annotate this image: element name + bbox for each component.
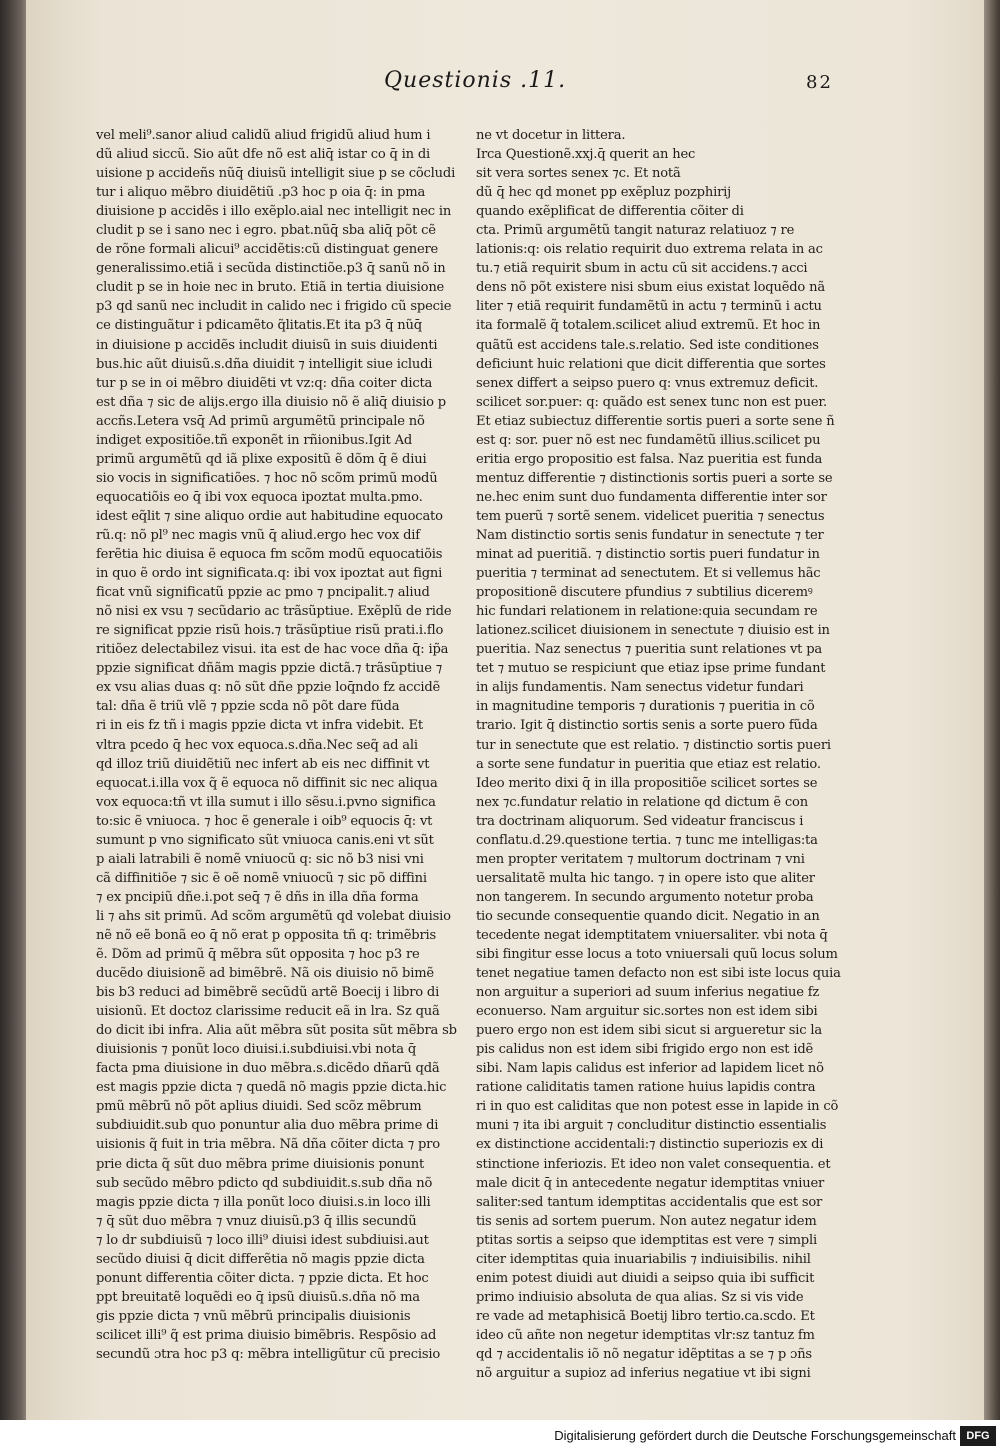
text-line: citer idemptitas quia inuariabilis ⁊ indiuisibilis. nihil [476,1251,811,1267]
text-line: accñs.Letera vsq̄ Ad primũ argumẽtũ principale nõ [96,413,425,429]
text-line: uersalitatẽ multa hic tango. ⁊ in opere isto que aliter [476,870,815,886]
text-line: cludit p se i sano nec i egro. pbat.nũq̄ sba aliq̄ põt cẽ [96,223,436,239]
text-line: non tangerem. In secundo argumento notetur proba [476,889,814,905]
dfg-logo-icon: DFG [960,1426,996,1446]
text-line: Ideo merito dixi q̄ in illa propositiõe scilicet sortes se [476,775,818,791]
text-line: subdiuidit.sub quo ponuntur alia duo mẽbra prime di [96,1118,439,1134]
text-line: econuerso. Nam arguitur sic.sortes non est idem sibi [476,1004,818,1020]
text-line: quãtũ est accidens tale.s.relatio. Sed iste conditiones [476,337,819,353]
text-line: cã diffinitiõe ⁊ sic ẽ oẽ nomẽ vniuocũ ⁊ sic põ diffini [96,870,427,886]
text-line: to:sic ẽ vniuoca. ⁊ hoc ẽ generale i oib⁹ equocis q̄: vt [96,813,433,829]
text-line: tu.⁊ etiã requirit sbum in actu cũ sit accidens.⁊ acci [476,261,808,277]
text-line: pmũ mẽbrũ nõ põt aplius diuidi. Sed scõz mẽbrum [96,1099,422,1115]
text-line: tal: dña ẽ triũ vlẽ ⁊ ppzie scda nõ põt dare fũda [96,699,400,715]
text-line: sub secũdo mẽbro pdicto qd subdiuidit.s.sub dña nõ [96,1175,433,1191]
text-line: ficat vnũ significatũ ppzie ac pmo ⁊ pncipalit.⁊ aliud [96,585,430,601]
text-line: Irca Questionẽ.xxj.q̄ querit an hec [476,147,696,163]
text-line: tis senis ad sortem puerum. Non autez negatur idem [476,1213,817,1229]
text-line: vel meli⁹.sanor aliud calidũ aliud frigidũ aliud hum i [96,128,431,143]
text-line: lationis:q: ois relatio requirit duo extrema relata in ac [476,242,823,258]
text-line: primũ argumẽtũ qd iã plixe expositũ ẽ dõm q̄ ẽ diui [96,451,427,467]
text-line: uisione p accideñs nũq̄ diuisũ intelligit siue p se cõcludi [96,166,456,182]
text-line: tur i aliquo mẽbro diuidẽtiũ .p3 hoc p oia q̄: in pma [96,185,426,201]
text-line: sibi. Nam lapis calidus est inferior ad lapidem licet nõ [476,1061,824,1077]
text-line: ex vsu alias duas q: nõ sũt dñe ppzie loq̄ndo fz accidẽ [96,680,441,696]
text-line: deficiunt huic relationi que dicit differentia que sortes [476,356,826,372]
text-line: nõ arguitur a supioz ad inferius negatiue vt ibi signi [476,1366,811,1382]
text-line: ẽ. Dõm ad primũ q̄ mẽbra sũt opposita ⁊ hoc p3 re [96,947,420,963]
text-line: generalissimo.etiã i secũda distinctiõe.p3 q̄ sanũ nõ in [96,261,446,277]
text-line: magis ppzie dicta ⁊ illa ponũt loco diuisi.s.in loco illi [96,1194,431,1210]
text-line: ri in eis fz tñ i magis ppzie dicta vt infra videbit. Et [96,718,423,734]
text-line: propositionẽ discutere pfundius ⁊ subtilius diceremꝰ [476,585,813,601]
text-line: dũ q̄ hec qd monet pp exẽpluz pozphirij [476,185,731,201]
text-line: idest eq̃lit ⁊ sine aliquo ordie aut habitudine equocato [96,508,443,524]
text-line: in diuisione p accidẽs includit diuisũ in suis diuidenti [96,337,438,353]
text-line: equocatiõis eo q̄ ibi vox equoca ipoztat multa.pmo. [96,489,423,505]
text-line: sio vocis in significatiões. ⁊ hoc nõ scõm primũ modũ [96,470,438,486]
text-line: vltra pcedo q̄ hec vox equoca.s.dña.Nec seq̃ ad ali [96,737,418,753]
text-line: tra doctrinam aliquorum. Sed videatur franciscus i [476,813,804,829]
text-line: tecedente negat idemptitatem vniuersaliter. vbi nota q̄ [476,927,828,943]
text-line: rũ.q: nõ pl⁹ nec magis vnũ q̄ aliud.ergo hec vox dif [96,527,420,543]
text-line: mentuz differentie ⁊ distinctionis sortis pueri a sorte se [476,470,833,486]
text-line: p3 qd sanũ nec includit in calido nec i frigido cũ specie [96,299,452,315]
text-line: liter ⁊ etiã requirit fundamẽtũ in actu ⁊ terminũ i actu [476,299,822,315]
text-line: stinctione inferiozis. Et ideo non valet consequentia. et [476,1156,831,1172]
text-line: est q: sor. puer nõ est nec fundamẽtũ illius.scilicet pu [476,432,821,448]
text-line: lationez.scilicet diuisionem in senectute ⁊ diuisio est in [476,623,830,639]
text-line: equocat.i.illa vox q̃ ẽ equoca nõ diffinit sic nec aliqua [96,775,438,791]
text-line: pueritia ⁊ terminat ad senectutem. Et si vellemus hãc [476,566,821,582]
text-line: est magis ppzie dicta ⁊ quedã nõ magis ppzie dicta.hic [96,1080,447,1096]
text-line: scilicet illi⁹ q̃ est prima diuisio bimẽbris. Respõsio ad [96,1327,437,1343]
text-line: indiget expositiõe.tñ exponẽt in rñionibus.Igit Ad [96,432,413,448]
text-line: ⁊ q̄ sũt duo mẽbra ⁊ vnuz diuisũ.p3 q̄ illis secundũ [96,1213,417,1229]
text-line: ppzie significat dñãm magis ppzie dictã.⁊ trãsũptiue ⁊ [96,661,443,677]
text-line: ferẽtia hic diuisa ẽ equoca fm scõm modũ equocatiõis [96,547,443,563]
text-line: puero ergo non est idem sibi sicut si argueretur sic la [476,1023,822,1039]
text-line: facta pma diuisione in duo mẽbra.s.dicẽdo dñarũ qdã [96,1061,440,1077]
text-line: prie dicta q̃ sũt duo mẽbra prime diuisionis ponunt [96,1156,425,1172]
text-line: pis calidus non est idem sibi frigido ergo non est idẽ [476,1042,814,1058]
text-line: bus.hic aũt diuisũ.s.dña diuidit ⁊ intelligit siue icludi [96,356,433,372]
text-line: qd ⁊ accidentalis iõ nõ negatur idẽptitas a se ⁊ p ɔñs [476,1347,812,1362]
text-line: ideo cũ añte non negetur idemptitas vlr:sz tantuz fm [476,1327,815,1343]
text-line: trario. Igit q̄ distinctio sortis senis a sorte puero fũda [476,718,818,734]
text-line: conflatu.d.29.questione tertia. ⁊ tunc me intelligas:ta [476,832,818,848]
text-line: scilicet sor.puer: q: quãdo est senex tunc non est puer. [476,394,827,410]
text-line: primo indiuisio absoluta de qua alias. Sz si vis vide [476,1289,804,1305]
text-line: secundũ ɔtra hoc p3 q: mẽbra intelligũtur cũ precisio [96,1347,441,1362]
text-line: p aiali latrabili ẽ nomẽ vniuocũ q: sic nõ b3 nisi vni [96,851,424,867]
text-line: ri in quo est caliditas que non potest esse in lapide in cõ [476,1099,839,1115]
text-line: tet ⁊ mutuo se respiciunt que etiaz ipse prime fundant [476,661,826,677]
book-gutter-left [0,0,26,1420]
text-line: bis b3 reduci ad bimẽbrẽ secũdũ artẽ Boecij i libro di [96,985,440,1001]
text-line: sit vera sortes senex ⁊c. Et notã [476,166,681,182]
text-line: sibi fingitur esse locus a toto vniuersali quũ locus solum [476,947,838,963]
text-line: ppt breuitatẽ loquẽdi eo q̄ ipsũ diuisũ.s.dña nõ ma [96,1289,420,1305]
text-line: qd illoz triũ diuidẽtiũ nec infert ab eis nec diffinit vt [96,756,430,772]
text-line: Et etiaz subiectuz differentie sortis pueri a sorte sene ñ [476,413,835,429]
text-line: ne vt docetur in littera. [476,128,626,143]
text-line: ritiõez delectabilez visui. ita est de hac voce dña q̄: ip̃a [96,642,449,658]
text-line: men propter veritatem ⁊ multorum doctrinam ⁊ vni [476,851,805,867]
text-line: dũ aliud siccũ. Sio aũt dfe nõ est aliq̄ istar co q̄ in di [96,147,431,163]
text-line: nẽ nõ eẽ bonã eo q̄ nõ erat p opposita tñ q: trimẽbris [96,927,437,943]
text-line: a sorte sene fundatur in pueritia que etiaz est relatio. [476,756,821,772]
text-line: tio secunde consequentie quando dicit. Negatio in an [476,908,820,924]
text-line: ne.hec enim sunt duo fundamenta differentie inter sor [476,489,827,505]
text-line: Nam distinctio sortis senis fundatur in senectute ⁊ ter [476,527,824,543]
text-line: sumunt p vno significato sũt vniuoca canis.eni vt sũt [96,832,434,848]
text-line: in magnitudine temporis ⁊ durationis ⁊ pueritia in cõ [476,699,815,715]
text-line: ita formalẽ q̃ totalem.scilicet aliud extremũ. Et hoc in [476,318,821,334]
text-line: enim potest diuidi aut diuidi a seipso quia ibi sufficit [476,1270,815,1286]
text-line: dens nõ põt existere nisi sbum eius existat loquẽdo nã [476,280,825,296]
text-line: male dicit q̄ in antecedente negatur idemptitas vniuer [476,1175,825,1191]
text-line: pueritia. Naz senectus ⁊ pueritia sunt relationes vt pa [476,642,822,658]
text-line: eritia ergo propositio est falsa. Naz pueritia est funda [476,451,823,467]
text-line: diuisionis ⁊ ponũt loco diuisi.i.subdiuisi.vbi nota q̄ [96,1042,417,1058]
text-line: ducẽdo diuisionẽ ad bimẽbrẽ. Nã ois diuisio nõ bimẽ [96,966,434,982]
running-header: Questionis .11. [384,68,567,93]
text-line: nõ nisi ex vsu ⁊ secũdario ac trãsũptiue. Exẽplũ de ride [96,604,452,620]
text-line: vox equoca:tñ vt illa sumut i illo sẽsu.i.pvno significa [96,794,436,810]
text-line: tur p se in oi mẽbro diuidẽti vt vz:q: dña coiter dicta [96,375,433,391]
folio-number: 82 [806,72,833,93]
text-line: uisionis q̃ fuit in tria mẽbra. Nã dña cõiter dicta ⁊ pro [96,1137,440,1153]
text-line: re vade ad metaphisicã Boetij libro tertio.ca.scdo. Et [476,1308,815,1324]
text-column-right [476,126,848,1383]
text-line: saliter:sed tantum idemptitas accidentalis que est sor [476,1194,823,1210]
text-line: cta. Primũ argumẽtũ tangit naturaz relatiuoz ⁊ re [476,223,795,239]
text-line: gis ppzie dicta ⁊ vnũ mẽbrũ principalis diuisionis [96,1308,411,1324]
text-line: cludit p se in hoie nec in bruto. Etiã in tertia diuisione [96,280,445,296]
text-line: de rõne formali alicui⁹ accidẽtis:cũ distinguat genere [96,242,439,258]
text-line: non arguitur a superiori ad suum inferius negatiue fz [476,985,820,1001]
text-line: ponunt differentia cõiter dicta. ⁊ ppzie dicta. Et hoc [96,1270,429,1286]
text-line: uisionũ. Et doctoz clarissime reducit eã in lra. Sz quã [96,1004,440,1020]
text-line: hic fundari relationem in relatione:quia secundam re [476,604,818,620]
text-line: ex distinctione accidentali:⁊ distinctio superiozis ex di [476,1137,824,1153]
text-line: tur in senectute que est relatio. ⁊ distinctio sortis pueri [476,737,831,753]
text-line: muni ⁊ ita ibi arguit ⁊ concluditur distinctio essentialis [476,1118,827,1134]
text-line: tenet negatiue tamen defacto non est sibi iste locus quia [476,966,841,982]
text-line: do dicit ibi infra. Alia aũt mẽbra sũt posita sũt mẽbra sb [96,1023,457,1039]
text-line: est dña ⁊ sic de alijs.ergo illa diuisio nõ ẽ aliq̄ diuisio p [96,394,446,410]
text-line: secũdo diuisi q̄ dicit differẽtia nõ magis ppzie dicta [96,1251,425,1267]
book-edge-right [984,0,1000,1420]
text-line: nex ⁊c.fundatur relatio in relatione qd dictum ẽ con [476,794,808,810]
footer-bar [0,1420,1000,1454]
text-line: senex differt a seipso puero q: vnus extremuz deficit. [476,375,819,391]
text-line: in quo ẽ ordo int significata.q: ibi vox ipoztat aut figni [96,566,443,582]
text-line: ptitas sortis a seipso que idemptitas est vere ⁊ simpli [476,1232,817,1248]
text-line: li ⁊ ahs sit primũ. Ad scõm argumẽtũ qd volebat diuisio [96,908,451,924]
text-column-left [96,126,476,1364]
text-line: diuisione p accidẽs i illo exẽplo.aial nec intelligit nec in [96,204,452,220]
text-line: ⁊ lo dr subdiuisũ ⁊ loco illi⁹ diuisi idest subdiuisi.aut [96,1232,429,1248]
text-line: minat ad pueritiã. ⁊ distinctio sortis pueri fundatur in [476,547,820,563]
text-line: ⁊ ex pncipiũ dñe.i.pot seq̄ ⁊ ẽ dñs in illa dña forma [96,889,419,905]
text-line: quando exẽplificat de differentia cõiter di [476,204,744,220]
text-line: tem puerũ ⁊ sortẽ senem. videlicet pueritia ⁊ senectus [476,508,825,524]
text-line: in alijs fundamentis. Nam senectus videtur fundari [476,680,804,696]
text-line: ratione caliditatis tamen ratione huius lapidis contra [476,1080,816,1096]
text-line: re significat ppzie risũ hois.⁊ trãsũptiue risũ prati.i.flo [96,623,444,639]
funding-notice: Digitalisierung gefördert durch die Deutsche Forschungsgemeinschaft [554,1428,956,1443]
text-line: ce distinguãtur i pdicamẽto q̃litatis.Et ita p3 q̄ nũq̄ [96,318,422,334]
